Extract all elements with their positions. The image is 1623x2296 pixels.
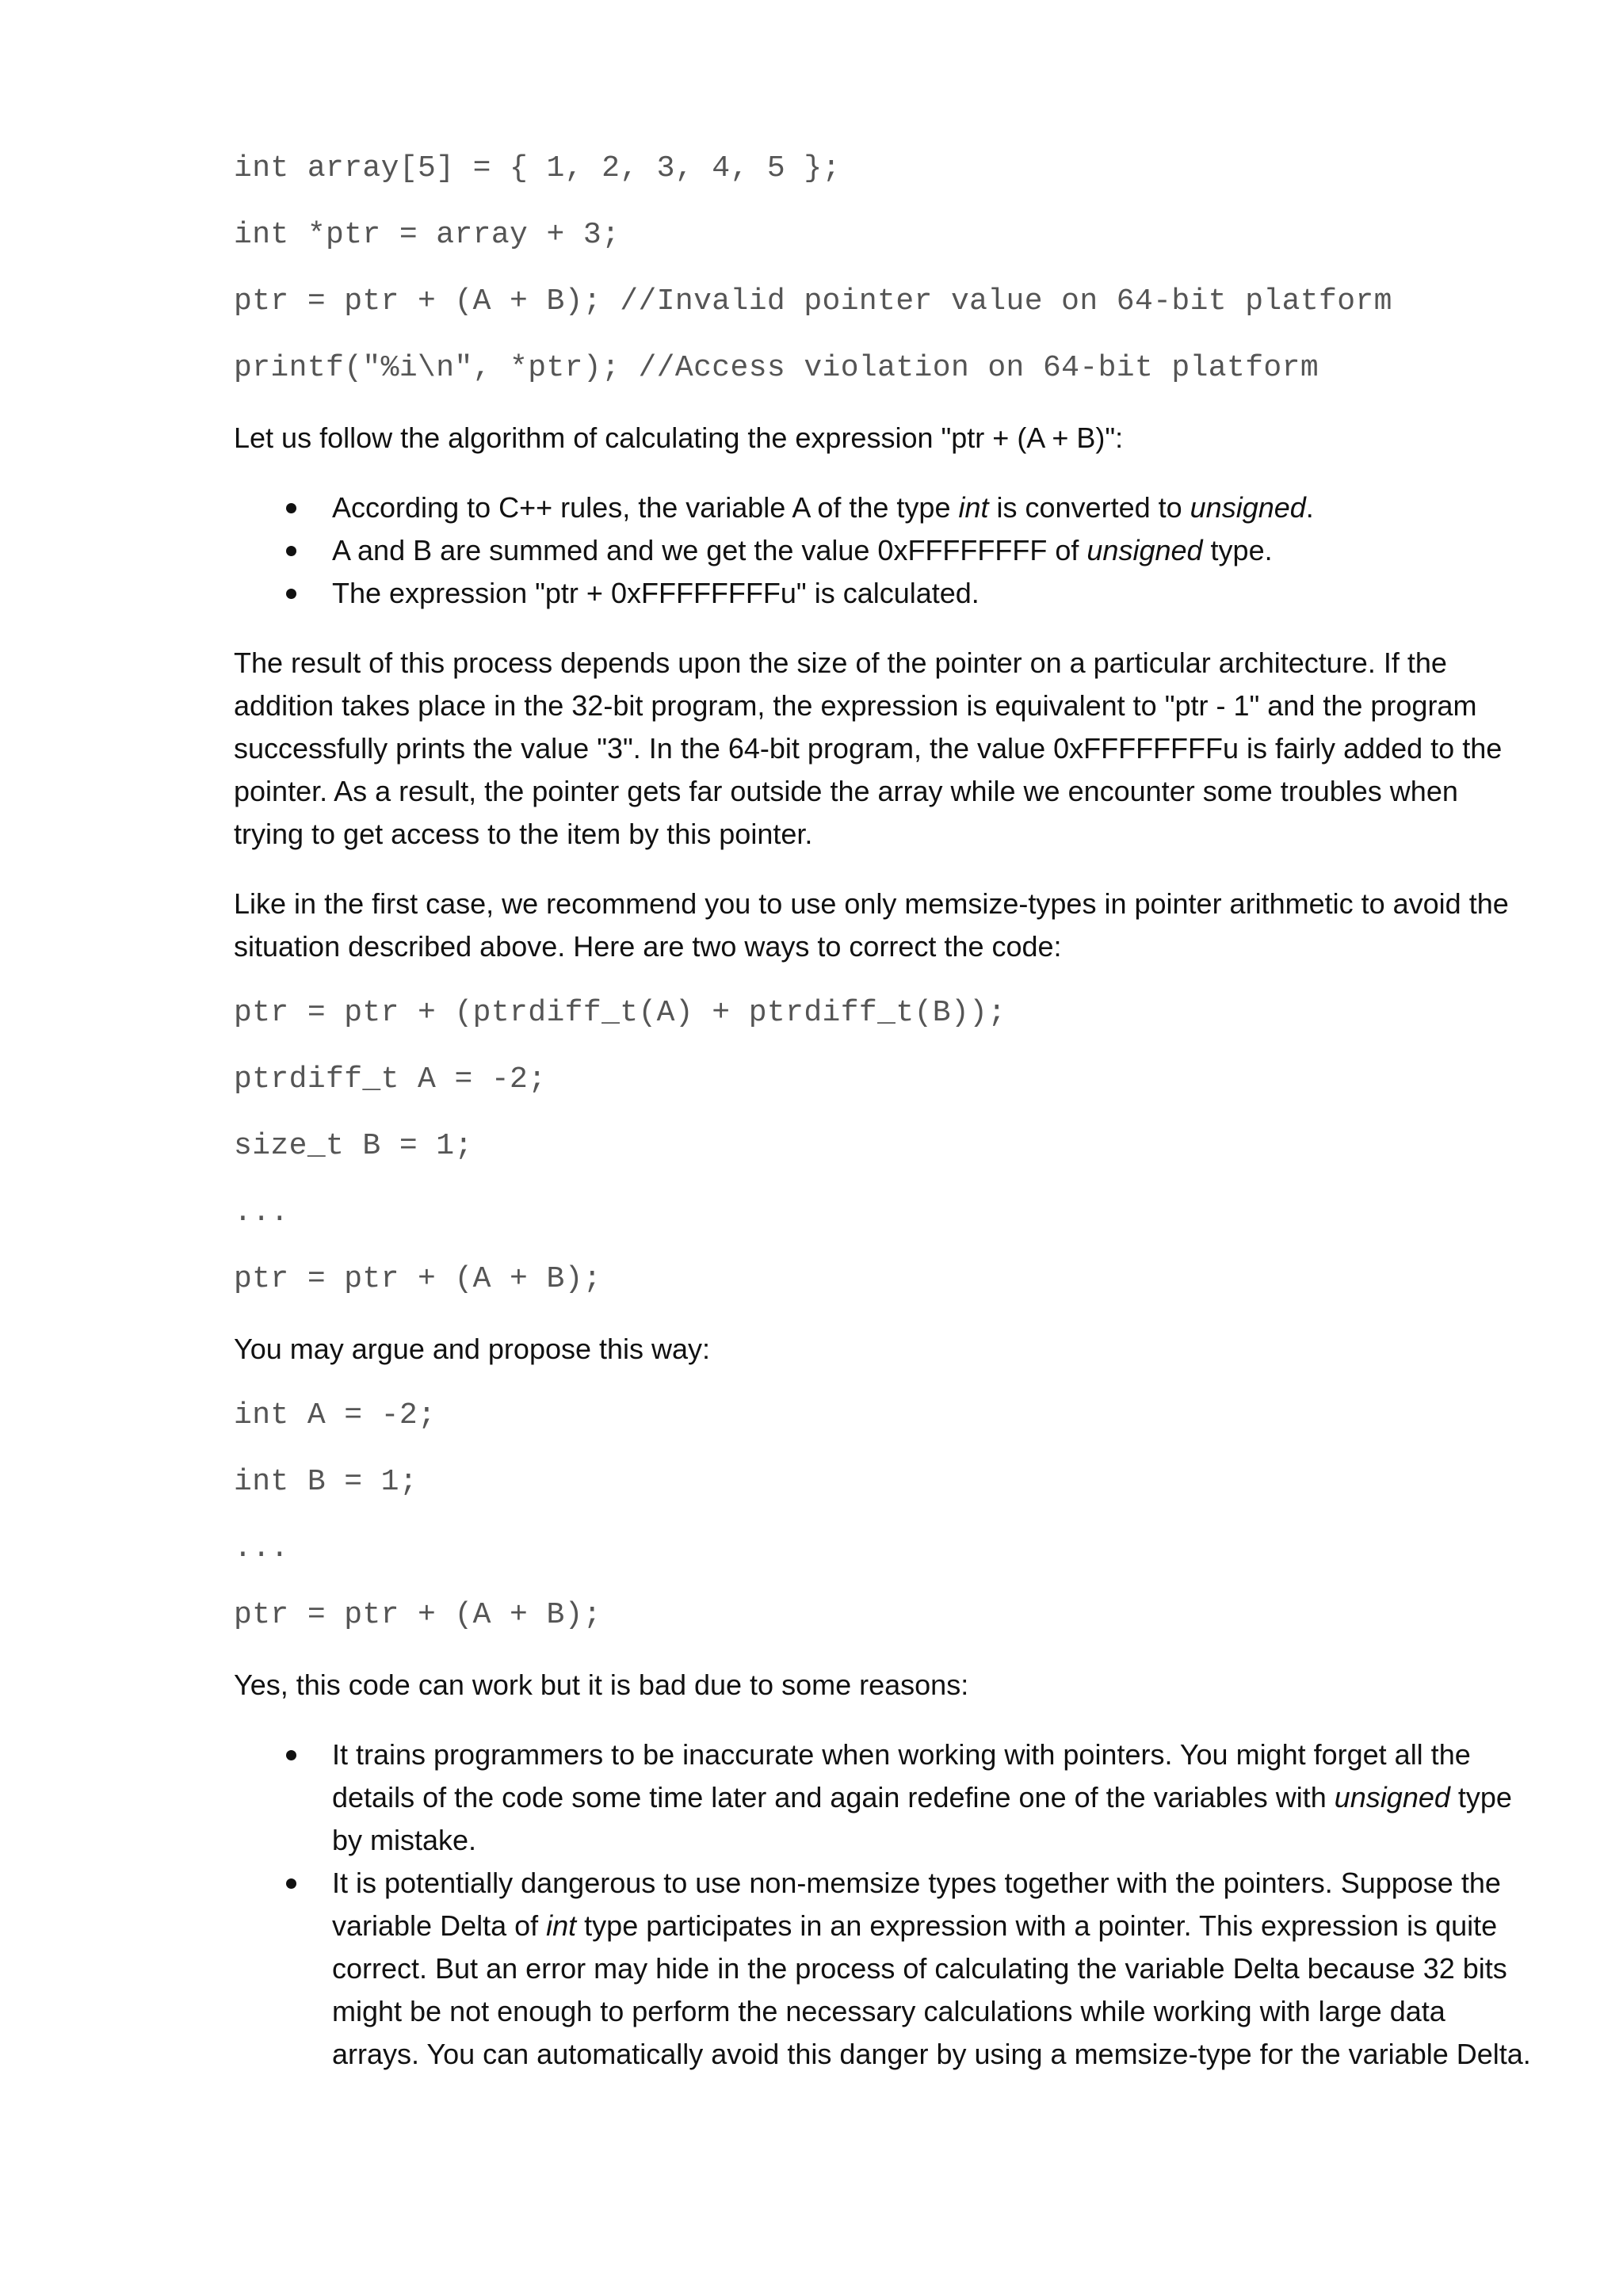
list-item: The expression "ptr + 0xFFFFFFFFu" is calculated. xyxy=(234,572,1533,615)
paragraph-algorithm-intro: Let us follow the algorithm of calculating the expression "ptr + (A + B)": xyxy=(234,421,1124,454)
code-line: ptr = ptr + (A + B); //Invalid pointer value on 64-bit platform xyxy=(234,284,1392,318)
bullet-dot-icon xyxy=(286,546,296,556)
code-line: ... xyxy=(234,1531,289,1566)
code-line: int *ptr = array + 3; xyxy=(234,218,621,252)
list-item: It trains programmers to be inaccurate when working with pointers. You might forget all the details of the code some time later and again redefine one of the variables with unsigned type by mistake. xyxy=(234,1733,1533,1862)
paragraph-argue: You may argue and propose this way: xyxy=(234,1333,711,1365)
paragraph-result-explanation: The result of this process depends upon the size of the pointer on a particular architecture. If the addition takes place in the 32-bit program, the expression is equivalent to "ptr - 1" and the program successfully prints the value "3". In the 64-bit program, the value 0xFFFFFFFFu is fairly added to the pointer. As a result, the pointer gets far outside the array while we encounter some troubles when trying to get access to the item by this pointer. xyxy=(234,646,1503,850)
code-line: int B = 1; xyxy=(234,1465,418,1499)
list-item: It is potentially dangerous to use non-memsize types together with the pointers. Suppose the variable Delta of int type participates in an expression with a pointer. This expression is quite correct. But an error may hide in the process of calculating the variable Delta because 32 bits might be not enough to perform the necessary calculations while working with large data arrays. You can automatically avoid this danger by using a memsize-type for the variable Delta. xyxy=(234,1862,1533,2076)
bullet-dot-icon xyxy=(286,1750,296,1760)
code-line: ptr = ptr + (ptrdiff_t(A) + ptrdiff_t(B)); xyxy=(234,996,1006,1030)
code-line: size_t B = 1; xyxy=(234,1129,473,1163)
paragraph-recommendation: Like in the first case, we recommend you to use only memsize-types in pointer arithmetic to avoid the situation described above. Here are two ways to correct the code: xyxy=(234,887,1509,963)
code-line: ptr = ptr + (A + B); xyxy=(234,1262,602,1296)
code-line: int array[5] = { 1, 2, 3, 4, 5 }; xyxy=(234,151,841,185)
list-item: A and B are summed and we get the value 0xFFFFFFFF of unsigned type. xyxy=(234,529,1533,572)
code-line: ptrdiff_t A = -2; xyxy=(234,1062,547,1097)
code-line: int A = -2; xyxy=(234,1398,437,1432)
list-item: According to C++ rules, the variable A of the type int is converted to unsigned. xyxy=(234,486,1533,529)
bullet-dot-icon xyxy=(286,589,296,599)
code-line: printf("%i\n", *ptr); //Access violation on 64-bit platform xyxy=(234,351,1319,385)
code-line: ... xyxy=(234,1196,289,1230)
bullet-list-reasons xyxy=(234,1733,1533,2076)
document-content xyxy=(234,151,1533,2103)
code-line: ptr = ptr + (A + B); xyxy=(234,1598,602,1632)
bullet-list-algorithm-steps xyxy=(234,486,1533,615)
bullet-dot-icon xyxy=(286,503,296,513)
bullet-dot-icon xyxy=(286,1878,296,1889)
paragraph-reasons-intro: Yes, this code can work but it is bad due to some reasons: xyxy=(234,1669,969,1701)
